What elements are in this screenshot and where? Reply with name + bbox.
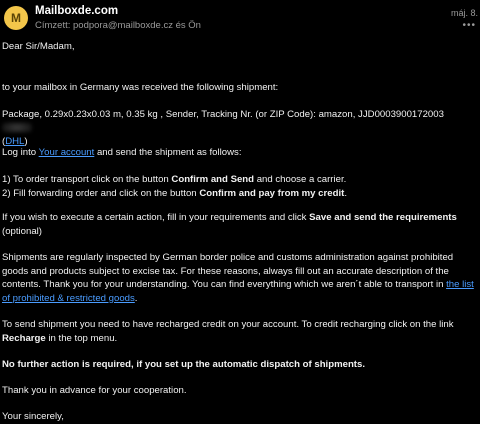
step1-bold: Confirm and Send — [171, 174, 255, 185]
your-account-link[interactable]: Your account — [38, 147, 95, 158]
prohibited-goods-link[interactable]: the list of prohibited & restricted goods — [2, 279, 474, 304]
step2-bold: Confirm and pay from my credit — [199, 187, 345, 199]
step1-pre: 1) To order transport click on the button — [2, 174, 172, 185]
email-date: máj. 8. — [450, 8, 478, 18]
credit-paragraph — [2, 318, 476, 345]
shipment-text: Package, 0.29x0.23x0.03 m, 0.35 kg , Sender, Tracking Nr. (or ZIP Code): amazon, JJD0003900172003 — [2, 109, 444, 120]
thanks-text: Thank you in advance for your cooperation. — [2, 385, 187, 396]
carrier-open: ( — [2, 136, 6, 147]
credit-bold: Recharge — [2, 332, 46, 344]
wish-bold: Save and send the requirements — [309, 212, 457, 223]
steps-paragraph — [2, 173, 476, 200]
sender-name[interactable]: Mailboxde.com — [35, 5, 119, 17]
sender-avatar[interactable]: M — [4, 6, 28, 30]
signoff-paragraph — [2, 410, 476, 424]
inspection-text: Shipments are regularly inspected by German border police and customs administration against prohibited goods and products subject to excise tax. For these reasons, always fill out an accurate description of the contents. Thank you for your understanding. You can find everything which we aren´t able to transport in — [2, 252, 454, 290]
step1-post: and choose a carrier. — [254, 174, 347, 185]
login-paragraph — [2, 146, 476, 160]
step2-pre: 2) Fill forwarding order and click on the button — [2, 187, 200, 199]
credit-post: in the top menu. — [45, 332, 118, 344]
no-action-text: No further action is required, if you set up the automatic dispatch of shipments. — [2, 359, 366, 370]
inspection-post: . — [134, 292, 138, 304]
wish-post: (optional) — [2, 225, 42, 237]
login-post-text: and send the shipment as follows: — [94, 147, 242, 158]
wish-pre: If you wish to execute a certain action, fill in your requirements and click — [2, 212, 310, 223]
no-action-paragraph — [2, 358, 476, 372]
intro-text: to your mailbox in Germany was received the following shipment: — [2, 82, 279, 93]
credit-pre: To send shipment you need to have recharged credit on your account. To credit recharging click on the link — [2, 319, 454, 330]
wish-paragraph — [2, 211, 476, 238]
greeting-text: Dear Sir/Madam, — [2, 41, 75, 52]
recipients-line: Címzett: podpora@mailboxde.cz és Ön — [35, 20, 201, 31]
inspection-paragraph — [2, 251, 476, 305]
dhl-link[interactable]: DHL — [5, 136, 25, 147]
email-header — [0, 0, 480, 36]
intro-paragraph — [2, 81, 476, 95]
carrier-close: ) — [24, 136, 28, 147]
greeting — [2, 40, 476, 54]
signoff-text: Your sincerely, — [2, 411, 64, 422]
shipment-paragraph — [2, 108, 476, 149]
more-options-icon[interactable]: ••• — [462, 20, 476, 31]
redacted-blur — [2, 122, 32, 133]
login-pre-text: Log into — [2, 147, 39, 158]
step2-post: . — [344, 187, 347, 199]
thanks-paragraph — [2, 384, 476, 398]
